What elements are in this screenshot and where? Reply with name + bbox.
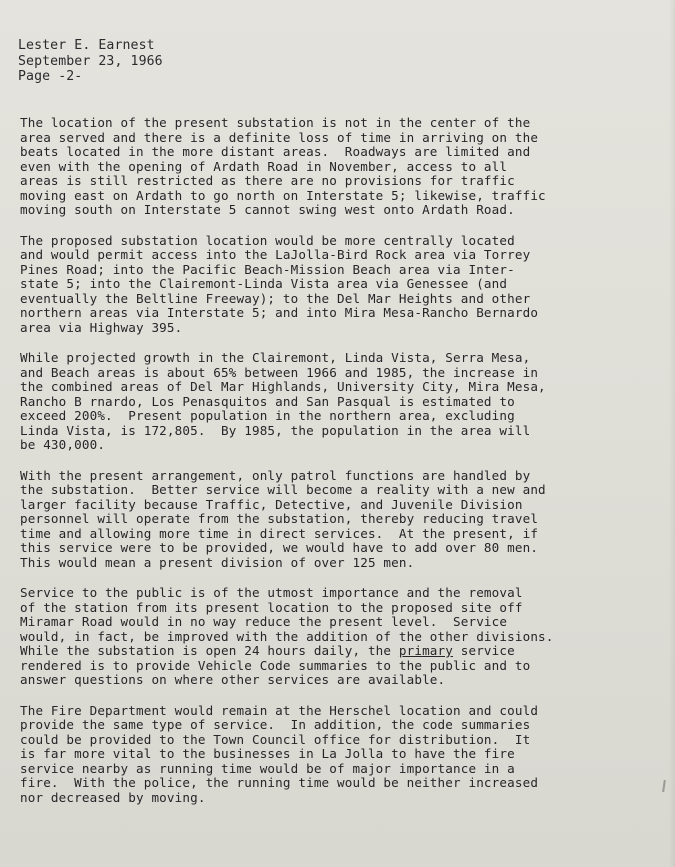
text-line: answer questions on where other services are available. [20, 672, 446, 687]
text-line: service nearby as running time would be of major importance in a [20, 760, 515, 776]
text-line: even with the opening of Ardath Road in November, access to all [20, 158, 508, 174]
text-line: state 5; into the Clairemont-Linda Vista area via Genessee (and [20, 276, 508, 291]
header-page-number: Page -2- [18, 69, 83, 84]
text-line: Miramar Road would in no way reduce the present level. Service [20, 614, 508, 629]
paragraph-6 [20, 704, 642, 806]
text-line: The Fire Department would remain at the Herschel location and could [20, 702, 539, 718]
text-line: fire. With the police, the running time would be neither increased [20, 775, 539, 790]
paragraph-3 [20, 351, 642, 453]
paragraph-5 [20, 586, 642, 688]
text-line: provide the same type of service. In addition, the code summaries [20, 717, 531, 732]
text-line: The location of the present substation is not in the center of the [20, 115, 531, 130]
text-line: is far more vital to the businesses in La Jolla to have the fire [20, 746, 515, 761]
text-line: area via Highway 395. [20, 319, 183, 335]
text-line: personnel will operate from the substation, thereby reducing travel [20, 511, 539, 526]
text-line: and would permit access into the LaJolla-Bird Rock area via Torrey [20, 247, 531, 262]
text-line: This would mean a present division of over 125 men. [20, 554, 415, 570]
text-line: nor decreased by moving. [20, 789, 206, 805]
text-line: Service to the public is of the utmost importance and the removal [20, 585, 523, 600]
text-line: northern areas via Interstate 5; and into Mira Mesa-Rancho Bernardo [20, 305, 539, 320]
text-line: the combined areas of Del Mar Highlands, University City, Mira Mesa, [20, 379, 546, 394]
text-line: area served and there is a definite loss of time in arriving on the [20, 129, 539, 145]
paragraph-2 [20, 234, 642, 336]
text-line: this service were to be provided, we would have to add over 80 men. [20, 540, 539, 555]
text-line: Pines Road; into the Pacific Beach-Mission Beach area via Inter- [20, 261, 515, 277]
text-line: larger facility because Traffic, Detective, and Juvenile Division [20, 496, 523, 512]
page-edge-shadow [669, 0, 675, 867]
text-line: of the station from its present location to the proposed site off [20, 599, 523, 615]
text-line: eventually the Beltline Freeway); to the Del Mar Heights and other [20, 290, 531, 306]
text-line: be 430,000. [20, 437, 106, 452]
text-line: moving south on Interstate 5 cannot swing west onto Ardath Road. [20, 202, 515, 217]
text-line: time and allowing more time in direct services. At the present, if [20, 525, 539, 541]
text-line: Linda Vista, is 172,805. By 1985, the population in the area will [20, 422, 531, 438]
text-line: The proposed substation location would be more centrally located [20, 232, 515, 248]
header-name: Lester E. Earnest [18, 38, 155, 53]
text-line: the substation. Better service will become a reality with a new and [20, 482, 546, 497]
text-line: exceed 200%. Present population in the northern area, excluding [20, 408, 515, 423]
pen-mark [662, 780, 666, 792]
text-line: areas is still restricted as there are no provisions for traffic [20, 173, 515, 188]
letter-header [18, 38, 163, 85]
paragraph-1 [20, 116, 642, 218]
text-line: moving east on Ardath to go north on Interstate 5; likewise, traffic [20, 187, 546, 203]
text-line: would, in fact, be improved with the addition of the other divisions. [20, 628, 554, 644]
header-date: September 23, 1966 [18, 53, 163, 69]
text-line: and Beach areas is about 65% between 1966 and 1985, the increase in [20, 364, 539, 380]
text-line: rendered is to provide Vehicle Code summaries to the public and to [20, 657, 531, 673]
paragraph-4 [20, 469, 642, 571]
text-line: beats located in the more distant areas. Roadways are limited and [20, 144, 531, 159]
text-line: While projected growth in the Clairemont, Linda Vista, Serra Mesa, [20, 350, 531, 365]
letter-body [20, 116, 642, 821]
text-line: Rancho B rnardo, Los Penasquitos and San Pasqual is estimated to [20, 393, 515, 409]
text-line: While the substation is open 24 hours daily, the primary service [20, 643, 515, 658]
text-line: With the present arrangement, only patrol functions are handled by [20, 467, 531, 483]
text-line: could be provided to the Town Council office for distribution. It [20, 731, 531, 747]
underlined-word: primary [398, 643, 453, 658]
